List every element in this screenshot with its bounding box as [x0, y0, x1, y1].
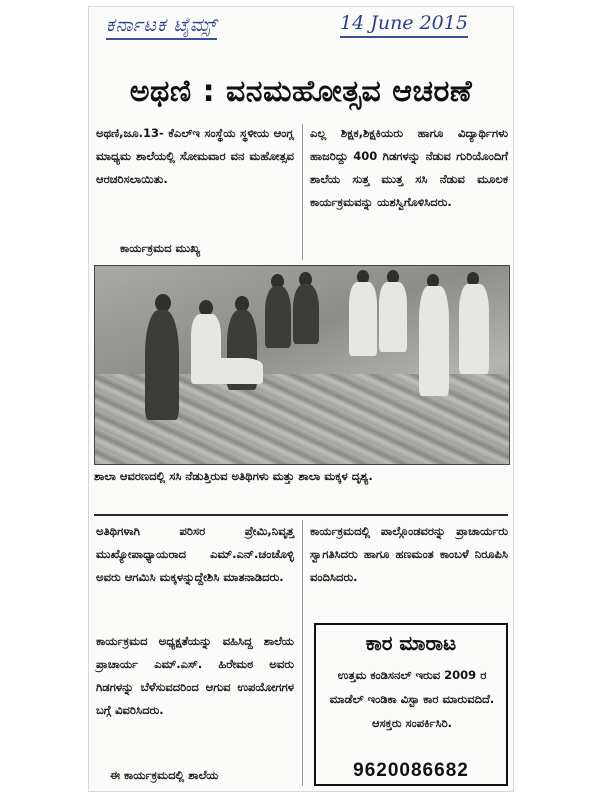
article-col1-bottom-a: ಅತಿಥಿಗಳಾಗಿ ಪರಿಸರ ಪ್ರೇಮಿ,ನಿವೃತ್ತ ಮುಖ್ಯೋಪಾಧ್ಯಾಯರಾದ ಎಮ್.ಎನ್.ಚಂಚೊಳ್ಳಿ ಅವರು ಆಗಮಿಸಿ ಮಕ್ಕಳನ್ನುದ್ದೇಶಿಸಿ ಮಾತನಾಡಿದರು. [96, 524, 294, 584]
caption-rule [94, 514, 508, 516]
photo-caption: ಶಾಲಾ ಆವರಣದಲ್ಲಿ ಸಸಿ ನೆಡುತ್ತಿರುವ ಅತಿಥಿಗಳು ಮತ್ತು ಶಾಲಾ ಮಕ್ಕಳ ದೃಶ್ಯ. [94, 469, 373, 483]
column-divider-bottom [302, 520, 303, 786]
headline: ಅಥಣಿ : ವನಮಹೋತ್ಸವ ಆಚರಣೆ [129, 74, 473, 109]
article-col2-top: ಎಲ್ಲ ಶಿಕ್ಷಕ,ಶಿಕ್ಷಕಿಯರು ಹಾಗೂ ವಿದ್ಯಾರ್ಥಿಗಳು ಹಾಜರಿದ್ದು 400 ಗಿಡಗಳನ್ನು ನೆಡುವ ಗುರಿಯೊಂದಿಗೆ ಶಾಲೆಯ ಸುತ್ತ ಮುತ್ತ ಸಸಿ ನೆಡುವ ಮೂಲಕ ಕಾರ್ಯಕ್ರಮವನ್ನು ಯಶಸ್ವಿಗೊಳಿಸಿದರು. [310, 126, 508, 209]
article-col1-top-cont: ಕಾರ್ಯಕ್ರಮದ ಮುಖ್ಯ [120, 241, 201, 255]
article-col1-bottom-c: ಈ ಕಾರ್ಯಕ್ರಮದಲ್ಲಿ ಶಾಲೆಯ [110, 768, 219, 782]
masthead-handwritten: ಕರ್ನಾಟಕ ಟೈಮ್ಸ್ [106, 14, 217, 40]
ad-title: ಕಾರ ಮಾರಾಟ [365, 631, 457, 655]
ad-phone-number: 9620086682 [353, 760, 469, 781]
article-col2-bottom: ಕಾರ್ಯಕ್ರಮದಲ್ಲಿ ಪಾಲ್ಗೊಂಡವರನ್ನು ಪ್ರಾಚಾರ್ಯರು ಸ್ವಾಗತಿಸಿದರು ಹಾಗೂ ಹಣಮಂತ ಕಾಂಬಳೆ ನಿರೂಪಿಸಿ ವಂದಿಸಿದರು. [310, 524, 508, 584]
article-col1-bottom-b: ಕಾರ್ಯಕ್ರಮದ ಅಧ್ಯಕ್ಷತೆಯನ್ನು ವಹಿಸಿದ್ದ ಶಾಲೆಯ ಪ್ರಾಚಾರ್ಯ ಎಮ್.ಎಸ್. ಹಿರೇಮಠ ಅವರು ಗಿಡಗಳನ್ನು ಬೆಳೆಸುವದರಿಂದ ಆಗುವ ಉಪಯೋಗಗಳ ಬಗ್ಗೆ ವಿವರಿಸಿದರು. [96, 634, 294, 717]
photo-tree-planting [94, 265, 510, 465]
classified-ad-box [314, 623, 508, 786]
date-handwritten: 14 June 2015 [340, 12, 468, 38]
column-divider-top [302, 124, 303, 260]
ad-body: ಉತ್ತಮ ಕಂಡಿಸನಲ್ ಇರುವ 2009 ರ ಮಾಡೆಲ್ ಇಂಡಿಕಾ ವಿಸ್ಟಾ ಕಾರ ಮಾರುವದಿದೆ. ಆಸಕ್ತರು ಸಂಪರ್ಕಿಸಿರಿ. [329, 668, 495, 730]
article-col1-top: ಅಥಣಿ,ಜೂ.13- ಕೆಎಲ್ಇ ಸಂಸ್ಥೆಯ ಸ್ಥಳೀಯ ಆಂಗ್ಲ ಮಾಧ್ಯಮ ಶಾಲೆಯಲ್ಲಿ ಸೋಮವಾರ ವನ ಮಹೋತ್ಸವ ಆರಚರಿಸಲಾಯಿತು. [96, 126, 294, 186]
